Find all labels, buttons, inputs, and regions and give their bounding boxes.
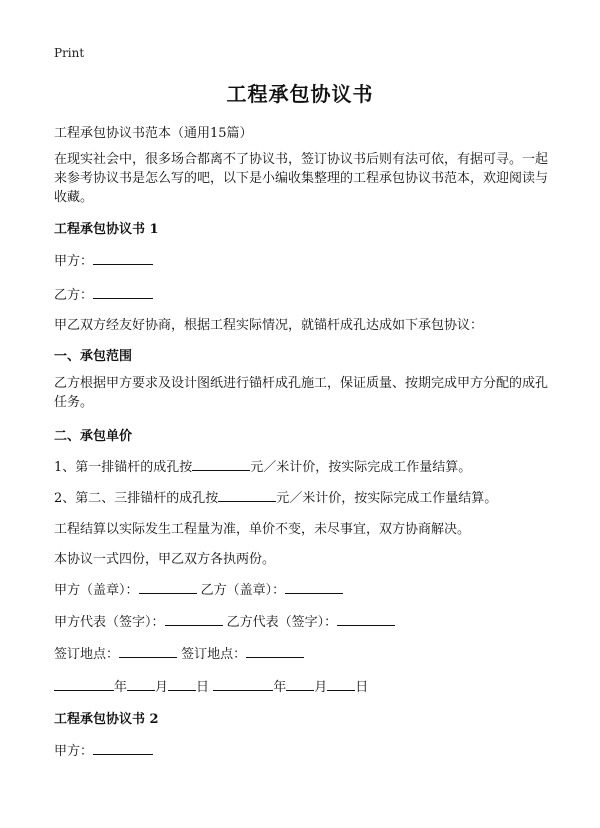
section1-heading: 工程承包协议书 1 xyxy=(54,222,159,237)
price-item-2-blank xyxy=(218,489,276,502)
seal-line xyxy=(54,579,550,598)
date-b-year: 年 xyxy=(273,680,287,695)
date-line xyxy=(54,676,550,695)
rep-a-blank xyxy=(165,613,223,626)
price-item-2-suffix: 元／米计价，按实际完成工作量结算。 xyxy=(276,491,498,506)
price-item-1-prefix: 1、第一排锚杆的成孔按 xyxy=(54,460,193,475)
section2-party-a-line xyxy=(54,740,550,759)
price-heading: 二、承包单价 xyxy=(54,429,133,444)
seal-a-label: 甲方（盖章）： xyxy=(54,583,139,598)
settlement-text: 工程结算以实际发生工程量为准，单价不变，未尽事宜，双方协商解决。 xyxy=(54,522,471,537)
seal-b-blank xyxy=(285,581,343,594)
scope-heading: 一、承包范围 xyxy=(54,349,133,364)
date-a-day-blank xyxy=(168,678,196,691)
date-b-day-blank xyxy=(327,678,355,691)
intro-paragraph: 在现实社会中，很多场合都离不了协议书，签订协议书后则有法可依，有据可寻。一起来参考协议书是怎么写的吧，以下是小编收集整理的工程承包协议书范本，欢迎阅读与收藏。 xyxy=(54,152,549,205)
date-b-year-blank xyxy=(213,678,273,691)
party-a-label: 甲方： xyxy=(54,254,94,269)
date-a-month-blank xyxy=(127,678,155,691)
price-item-2-prefix: 2、第二、三排锚杆的成孔按 xyxy=(54,491,219,506)
place-b-blank xyxy=(246,645,304,658)
date-b-month-blank xyxy=(286,678,314,691)
date-a-month: 月 xyxy=(155,680,169,695)
rep-a-label: 甲方代表（签字）： xyxy=(54,615,165,630)
price-item-1-suffix: 元／米计价，按实际完成工作量结算。 xyxy=(250,460,472,475)
party-b-blank xyxy=(93,286,153,299)
place-a-label: 签订地点： xyxy=(54,647,120,662)
place-a-blank xyxy=(119,645,177,658)
agreement-intro: 甲乙双方经友好协商，根据工程实际情况，就锚杆成孔达成如下承包协议： xyxy=(54,318,484,333)
section2-party-a-label: 甲方： xyxy=(54,744,94,759)
rep-b-blank xyxy=(337,613,395,626)
price-item-1 xyxy=(54,456,550,475)
party-b-line xyxy=(54,284,550,303)
rep-line xyxy=(54,611,550,630)
print-link[interactable]: Print xyxy=(54,46,85,60)
date-a-day: 日 xyxy=(196,680,210,695)
price-item-1-blank xyxy=(192,458,250,471)
place-line xyxy=(54,643,550,662)
rep-b-label: 乙方代表（签字）： xyxy=(226,615,338,630)
section2-heading: 工程承包协议书 2 xyxy=(54,712,159,727)
seal-b-label: 乙方（盖章）： xyxy=(200,583,286,598)
scope-text: 乙方根据甲方要求及设计图纸进行锚杆成孔施工，保证质量、按期完成甲方分配的成孔任务。 xyxy=(54,376,549,410)
copies-text: 本协议一式四份，甲乙双方各执两份。 xyxy=(54,552,276,567)
date-b-month: 月 xyxy=(314,680,328,695)
seal-a-blank xyxy=(139,581,197,594)
date-a-year: 年 xyxy=(114,680,128,695)
party-a-line xyxy=(54,250,550,269)
place-b-label: 签订地点： xyxy=(181,647,247,662)
party-b-label: 乙方： xyxy=(54,288,94,303)
document-title: 工程承包协议书 xyxy=(226,82,374,106)
date-a-year-blank xyxy=(54,678,114,691)
date-b-day: 日 xyxy=(355,680,369,695)
document-subtitle: 工程承包协议书范本（通用15篇） xyxy=(54,126,253,141)
section2-party-a-blank xyxy=(93,742,153,755)
party-a-blank xyxy=(93,252,153,265)
price-item-2 xyxy=(54,487,550,506)
